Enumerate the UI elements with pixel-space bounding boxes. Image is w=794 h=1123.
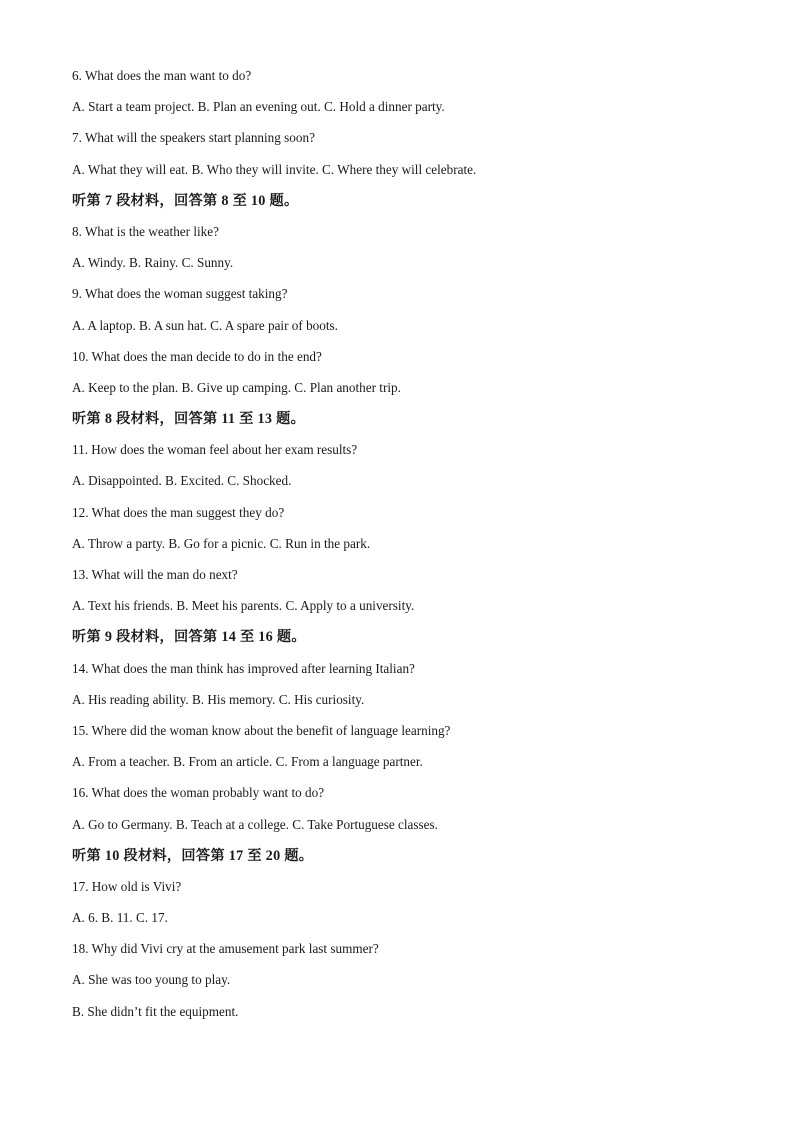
question-7: 7. What will the speakers start planning soon? <box>72 130 315 146</box>
question-16: 16. What does the woman probably want to do? <box>72 785 325 801</box>
question-9: 9. What does the woman suggest taking? <box>72 286 288 302</box>
options-14: A. His reading ability. B. His memory. C. His curiosity. <box>72 691 365 707</box>
options-7: A. What they will eat. B. Who they will invite. C. Where they will celebrate. <box>72 161 477 177</box>
section-heading-8: 听第 8 段材料，回答第 11 至 13 题。 <box>72 411 306 428</box>
question-14: 14. What does the man think has improved after learning Italian? <box>72 660 415 676</box>
question-17: 17. How old is Vivi? <box>72 878 182 894</box>
question-18: 18. Why did Vivi cry at the amusement park last summer? <box>72 941 379 957</box>
options-15: A. From a teacher. B. From an article. C. From a language partner. <box>72 754 423 770</box>
options-11: A. Disappointed. B. Excited. C. Shocked. <box>72 473 292 489</box>
section-heading-7: 听第 7 段材料，回答第 8 至 10 题。 <box>72 192 299 209</box>
options-6: A. Start a team project. B. Plan an evening out. C. Hold a dinner party. <box>72 99 445 115</box>
section-heading-10: 听第 10 段材料，回答第 17 至 20 题。 <box>72 847 314 864</box>
section-heading-9: 听第 9 段材料，回答第 14 至 16 题。 <box>72 629 306 646</box>
options-16: A. Go to Germany. B. Teach at a college. C. Take Portuguese classes. <box>72 816 438 832</box>
question-15: 15. Where did the woman know about the benefit of language learning? <box>72 722 451 738</box>
question-10: 10. What does the man decide to do in the end? <box>72 348 322 364</box>
question-12: 12. What does the man suggest they do? <box>72 504 285 520</box>
question-8: 8. What is the weather like? <box>72 223 219 239</box>
exam-page <box>72 66 732 1033</box>
options-17: A. 6. B. 11. C. 17. <box>72 910 168 926</box>
options-10: A. Keep to the plan. B. Give up camping. C. Plan another trip. <box>72 379 401 395</box>
question-6: 6. What does the man want to do? <box>72 68 252 83</box>
option-18a: A. She was too young to play. <box>72 972 231 988</box>
options-8: A. Windy. B. Rainy. C. Sunny. <box>72 255 234 271</box>
options-13: A. Text his friends. B. Meet his parents. C. Apply to a university. <box>72 598 415 614</box>
options-9: A. A laptop. B. A sun hat. C. A spare pair of boots. <box>72 317 338 333</box>
question-11: 11. How does the woman feel about her exam results? <box>72 442 358 458</box>
question-13: 13. What will the man do next? <box>72 567 238 582</box>
options-12: A. Throw a party. B. Go for a picnic. C. Run in the park. <box>72 535 371 551</box>
option-18b: B. She didn’t fit the equipment. <box>72 1003 239 1019</box>
